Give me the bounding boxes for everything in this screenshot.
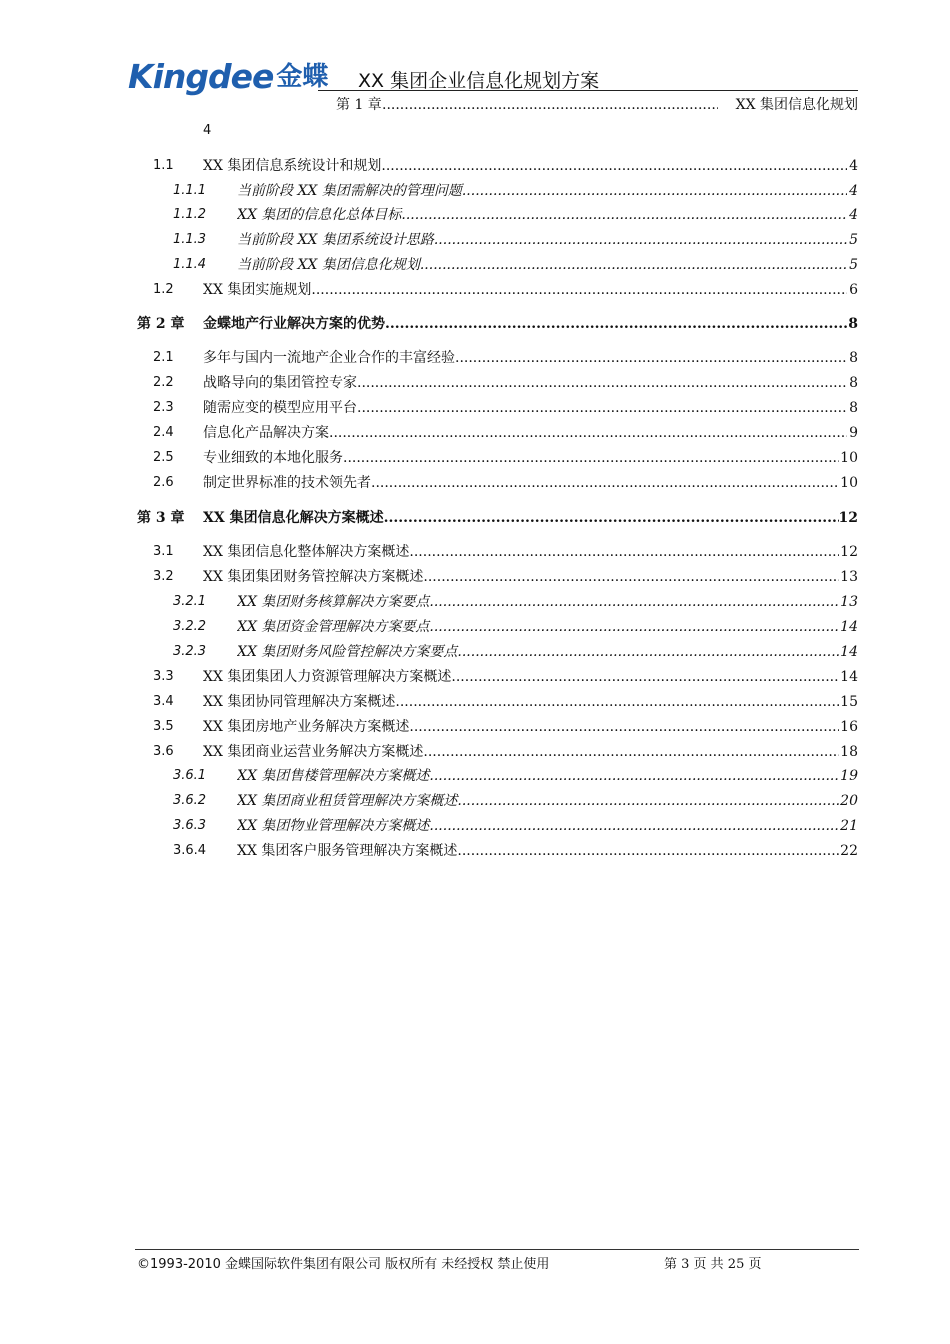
toc-entry[interactable] bbox=[0, 765, 950, 787]
toc-number: 1.1.2 bbox=[173, 207, 207, 222]
toc-leader: 当前阶段 XX 集团系统设计思路 ..... bbox=[237, 229, 847, 251]
toc-number: 3.2.1 bbox=[173, 594, 207, 609]
footer-page-info: 第 3 页 共 25 页 bbox=[664, 1257, 762, 1272]
toc-page: 13 bbox=[840, 569, 858, 585]
document-title: XX 集团企业信息化规划方案 bbox=[358, 70, 600, 92]
toc-leader: XX 集团信息化解决方案概述 ..... bbox=[203, 507, 839, 529]
toc-chapter-number: 第 2 章 bbox=[137, 316, 185, 332]
toc-entry[interactable] bbox=[0, 541, 950, 563]
toc-page: 12 bbox=[838, 510, 858, 526]
toc-entry[interactable] bbox=[0, 347, 950, 369]
toc-page: 13 bbox=[840, 594, 858, 610]
toc-number: 3.2 bbox=[153, 569, 174, 584]
toc-page: 5 bbox=[849, 257, 858, 273]
toc-entry-chapter-1-page[interactable] bbox=[0, 120, 950, 142]
toc-entry[interactable] bbox=[0, 566, 950, 588]
toc-entry[interactable] bbox=[0, 666, 950, 688]
toc-leader: XX 集团商业运营业务解决方案概述 ..... bbox=[203, 741, 839, 763]
toc-leader: XX 集团财务风险管控解决方案要点 ..... bbox=[237, 641, 839, 663]
toc-entry[interactable] bbox=[0, 641, 950, 663]
toc-page: 19 bbox=[840, 768, 858, 784]
toc-entry[interactable] bbox=[0, 254, 950, 276]
toc-entry[interactable] bbox=[0, 204, 950, 226]
toc-number: 1.1.3 bbox=[173, 232, 207, 247]
toc-entry[interactable] bbox=[0, 741, 950, 763]
toc-entry[interactable] bbox=[0, 691, 950, 713]
toc-leader: 专业细致的本地化服务 ..... bbox=[203, 447, 839, 469]
toc-leader: 制定世界标准的技术领先者 ..... bbox=[203, 472, 839, 494]
logo-chinese-name: 金蝶 bbox=[276, 62, 329, 92]
toc-leader: XX 集团集团人力资源管理解决方案概述 ..... bbox=[203, 666, 839, 688]
toc-entry-chapter-3[interactable] bbox=[0, 507, 950, 529]
footer-divider bbox=[135, 1249, 859, 1250]
toc-number: 2.5 bbox=[153, 450, 174, 465]
toc-page: 8 bbox=[849, 350, 858, 366]
toc-entry[interactable] bbox=[0, 616, 950, 638]
logo-wordmark: Kingdee bbox=[128, 57, 274, 96]
toc-leader: XX 集团的信息化总体目标 ..... bbox=[237, 204, 847, 226]
toc-entry-chapter-2[interactable] bbox=[0, 313, 950, 335]
toc-page: 6 bbox=[849, 282, 858, 298]
toc-entry[interactable] bbox=[0, 840, 950, 862]
toc-leader: 当前阶段 XX 集团信息化规划 ..... bbox=[237, 254, 847, 276]
toc-number: 3.6.4 bbox=[173, 843, 207, 858]
toc-number: 3.3 bbox=[153, 669, 174, 684]
toc-leader: XX 集团售楼管理解决方案概述 ..... bbox=[237, 765, 839, 787]
toc-number: 3.2.2 bbox=[173, 619, 207, 634]
toc-page: 16 bbox=[840, 719, 858, 735]
toc-chapter-number: 第 1 章 bbox=[336, 97, 382, 113]
toc-page: 22 bbox=[840, 843, 858, 859]
toc-page: 8 bbox=[849, 400, 858, 416]
toc-entry[interactable] bbox=[0, 815, 950, 837]
toc-leader: XX 集团客户服务管理解决方案概述 ..... bbox=[237, 840, 839, 862]
toc-number: 3.6.1 bbox=[173, 768, 207, 783]
toc-leader: 信息化产品解决方案 ..... bbox=[203, 422, 847, 444]
toc-leader: 战略导向的集团管控专家 ..... bbox=[203, 372, 847, 394]
toc-leader: XX 集团信息化整体解决方案概述 ..... bbox=[203, 541, 839, 563]
toc-number: 2.2 bbox=[153, 375, 174, 390]
toc-number: 1.1.4 bbox=[173, 257, 207, 272]
toc-leader: XX 集团房地产业务解决方案概述 ..... bbox=[203, 716, 839, 738]
toc-entry[interactable] bbox=[0, 716, 950, 738]
toc-leader: 多年与国内一流地产企业合作的丰富经验 ..... bbox=[203, 347, 847, 369]
toc-leader: 随需应变的模型应用平台 ..... bbox=[203, 397, 847, 419]
toc-entry[interactable] bbox=[0, 790, 950, 812]
toc-entry[interactable] bbox=[0, 447, 950, 469]
toc-page: 5 bbox=[849, 232, 858, 248]
toc-leader: XX 集团商业租赁管理解决方案概述 ..... bbox=[237, 790, 839, 812]
toc-number: 3.2.3 bbox=[173, 644, 207, 659]
toc-page: 8 bbox=[848, 316, 858, 332]
toc-leader: XX 集团集团财务管控解决方案概述 ..... bbox=[203, 566, 839, 588]
toc-leader: XX 集团物业管理解决方案概述 ..... bbox=[237, 815, 839, 837]
toc-number: 1.2 bbox=[153, 282, 174, 297]
toc-leader: XX 集团协同管理解决方案概述 ..... bbox=[203, 691, 839, 713]
toc-leader: XX 集团财务核算解决方案要点 ..... bbox=[237, 591, 839, 613]
toc-page: 21 bbox=[840, 818, 858, 834]
toc-entry-chapter-1[interactable] bbox=[0, 94, 950, 116]
toc-page: 14 bbox=[840, 669, 858, 685]
toc-leader: XX 集团实施规划 ..... bbox=[203, 279, 847, 301]
toc-entry[interactable] bbox=[0, 155, 950, 177]
toc-number: 2.4 bbox=[153, 425, 174, 440]
toc-page: 18 bbox=[840, 744, 858, 760]
toc-number: 3.6 bbox=[153, 744, 174, 759]
toc-page: 15 bbox=[840, 694, 858, 710]
toc-number: 1.1.1 bbox=[173, 183, 207, 198]
toc-entry[interactable] bbox=[0, 397, 950, 419]
toc-entry[interactable] bbox=[0, 279, 950, 301]
toc-number: 3.5 bbox=[153, 719, 174, 734]
toc-page: 14 bbox=[840, 619, 858, 635]
toc-page: 10 bbox=[840, 450, 858, 466]
toc-entry[interactable] bbox=[0, 591, 950, 613]
toc-leader: 金蝶地产行业解决方案的优势 ..... bbox=[203, 313, 847, 335]
toc-leader: XX 集团信息系统设计和规划 ..... bbox=[203, 155, 847, 177]
toc-page: 4 bbox=[203, 123, 212, 138]
toc-page: 4 bbox=[849, 158, 858, 174]
toc-number: 3.6.3 bbox=[173, 818, 207, 833]
toc-chapter-number: 第 3 章 bbox=[137, 510, 185, 526]
toc-number: 2.6 bbox=[153, 475, 174, 490]
toc-entry[interactable] bbox=[0, 422, 950, 444]
toc-page: 9 bbox=[849, 425, 858, 441]
toc-number: 1.1 bbox=[153, 158, 174, 173]
toc-leader: XX 集团资金管理解决方案要点 ..... bbox=[237, 616, 839, 638]
toc-page: 4 bbox=[849, 207, 858, 223]
toc-page: 10 bbox=[840, 475, 858, 491]
toc-entry[interactable] bbox=[0, 372, 950, 394]
toc-leader bbox=[382, 94, 718, 116]
toc-page: XX 集团信息化规划 bbox=[735, 97, 858, 113]
toc-entry[interactable] bbox=[0, 229, 950, 251]
toc-page: 8 bbox=[849, 375, 858, 391]
toc-page: 12 bbox=[840, 544, 858, 560]
toc-page: 20 bbox=[840, 793, 858, 809]
toc-page: 14 bbox=[840, 644, 858, 660]
toc-leader: 当前阶段 XX 集团需解决的管理问题 ..... bbox=[237, 180, 847, 202]
header-divider bbox=[318, 90, 858, 91]
toc-page: 4 bbox=[849, 183, 858, 199]
footer-copyright: ©1993-2010 金蝶国际软件集团有限公司 版权所有 未经授权 禁止使用 bbox=[137, 1257, 550, 1272]
toc-entry[interactable] bbox=[0, 180, 950, 202]
toc-number: 3.1 bbox=[153, 544, 174, 559]
toc-number: 3.6.2 bbox=[173, 793, 207, 808]
toc-number: 2.1 bbox=[153, 350, 174, 365]
toc-number: 3.4 bbox=[153, 694, 174, 709]
toc-number: 2.3 bbox=[153, 400, 174, 415]
toc-entry[interactable] bbox=[0, 472, 950, 494]
kingdee-logo bbox=[128, 58, 328, 94]
